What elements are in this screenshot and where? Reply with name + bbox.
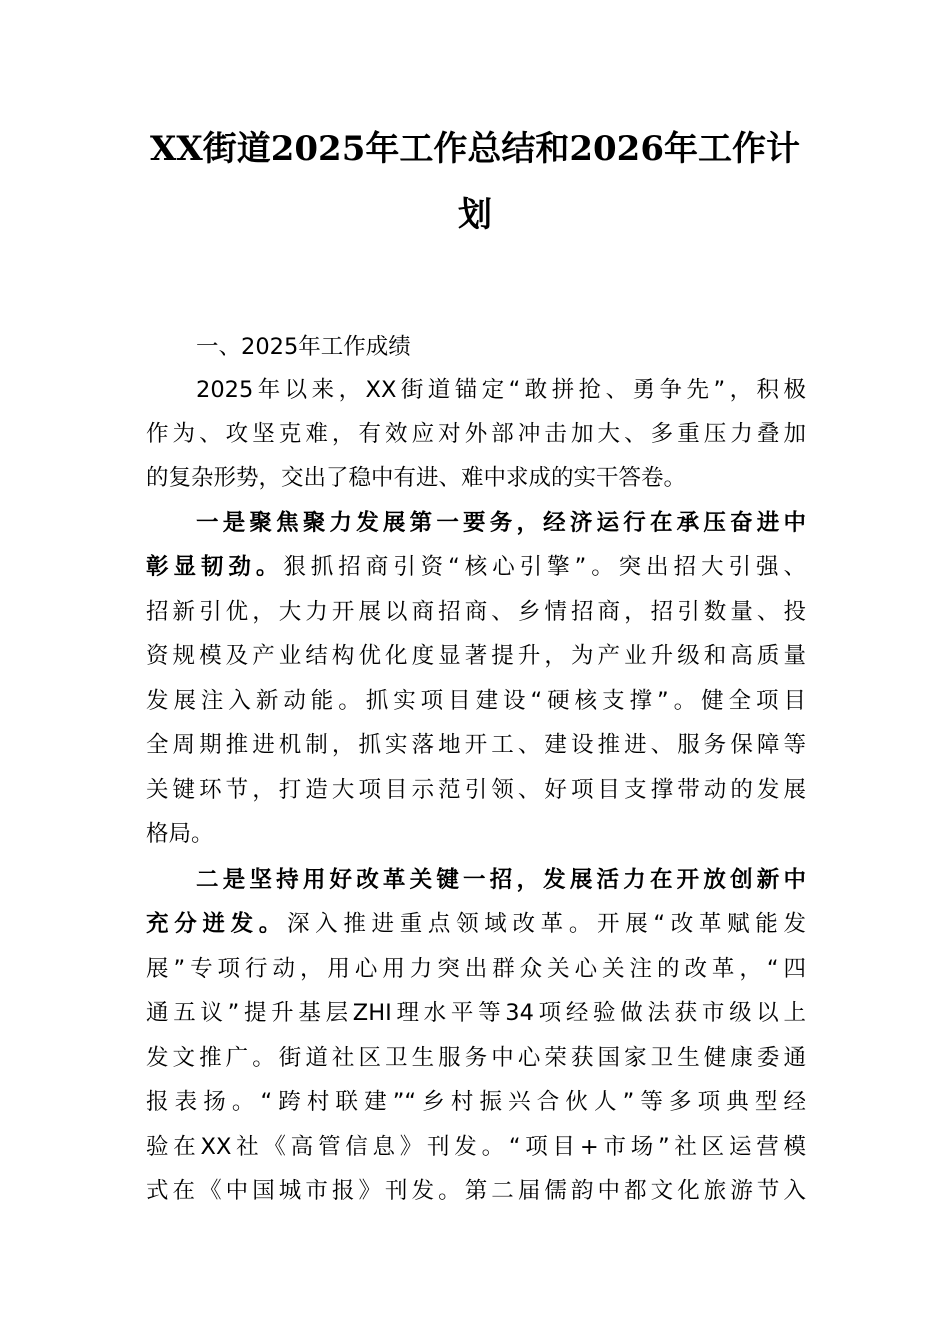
paragraph-line: 发展注入新动能。抓实项目建设“硬核支撑”。健全项目 xyxy=(146,688,806,714)
paragraph-line: 报表扬。“跨村联建”“乡村振兴合伙人”等多项典型经 xyxy=(146,1089,806,1115)
paragraph-line xyxy=(146,551,806,583)
paragraph-line: 作为、攻坚克难，有效应对外部冲击加大、多重压力叠加 xyxy=(146,421,806,447)
paragraph-line: 通五议”提升基层ZHI理水平等34项经验做法获市级以上 xyxy=(146,1000,806,1026)
point-1-text: 狠抓招商引资“核心引擎”。突出招大引强、 xyxy=(283,554,806,580)
paragraph-line: 关键环节，打造大项目示范引领、好项目支撑带动的发展 xyxy=(146,777,806,803)
paragraph-line: 2025年以来，XX街道锚定“敢拼抢、勇争先”，积极 xyxy=(196,377,806,403)
paragraph-line: 招新引优，大力开展以商招商、乡情招商，招引数量、投 xyxy=(146,599,806,625)
document-title-line-2: 划 xyxy=(458,195,492,235)
paragraph-line: 发文推广。街道社区卫生服务中心荣获国家卫生健康委通 xyxy=(146,1045,806,1071)
point-2-heading-end: 充分迸发。 xyxy=(146,911,287,937)
paragraph-line xyxy=(146,908,806,940)
paragraph-line: 资规模及产业结构优化度显著提升，为产业升级和高质量 xyxy=(146,643,806,669)
point-1-heading-end: 彰显韧劲。 xyxy=(146,554,284,580)
paragraph-line: 式在《中国城市报》刊发。第二届儒韵中都文化旅游节入 xyxy=(146,1178,806,1204)
point-2-heading: 二是坚持用好改革关键一招，发展活力在开放创新中 xyxy=(196,867,806,893)
paragraph-line: 全周期推进机制，抓实落地开工、建设推进、服务保障等 xyxy=(146,732,806,758)
paragraph-line: 格局。 xyxy=(146,821,214,847)
paragraph-line: 的复杂形势，交出了稳中有进、难中求成的实干答卷。 xyxy=(146,465,687,491)
point-2-text: 深入推进重点领域改革。开展“改革赋能发 xyxy=(286,911,806,937)
section-heading: 一、2025年工作成绩 xyxy=(196,334,411,360)
point-1-heading: 一是聚焦聚力发展第一要务，经济运行在承压奋进中 xyxy=(196,510,806,536)
paragraph-line: 验在XX社《高管信息》刊发。“项目+市场”社区运营模 xyxy=(146,1134,806,1160)
paragraph-line: 展”专项行动，用心用力突出群众关心关注的改革，“四 xyxy=(146,956,806,982)
document-title-line-1: XX街道2025年工作总结和2026年工作计 xyxy=(149,129,801,169)
